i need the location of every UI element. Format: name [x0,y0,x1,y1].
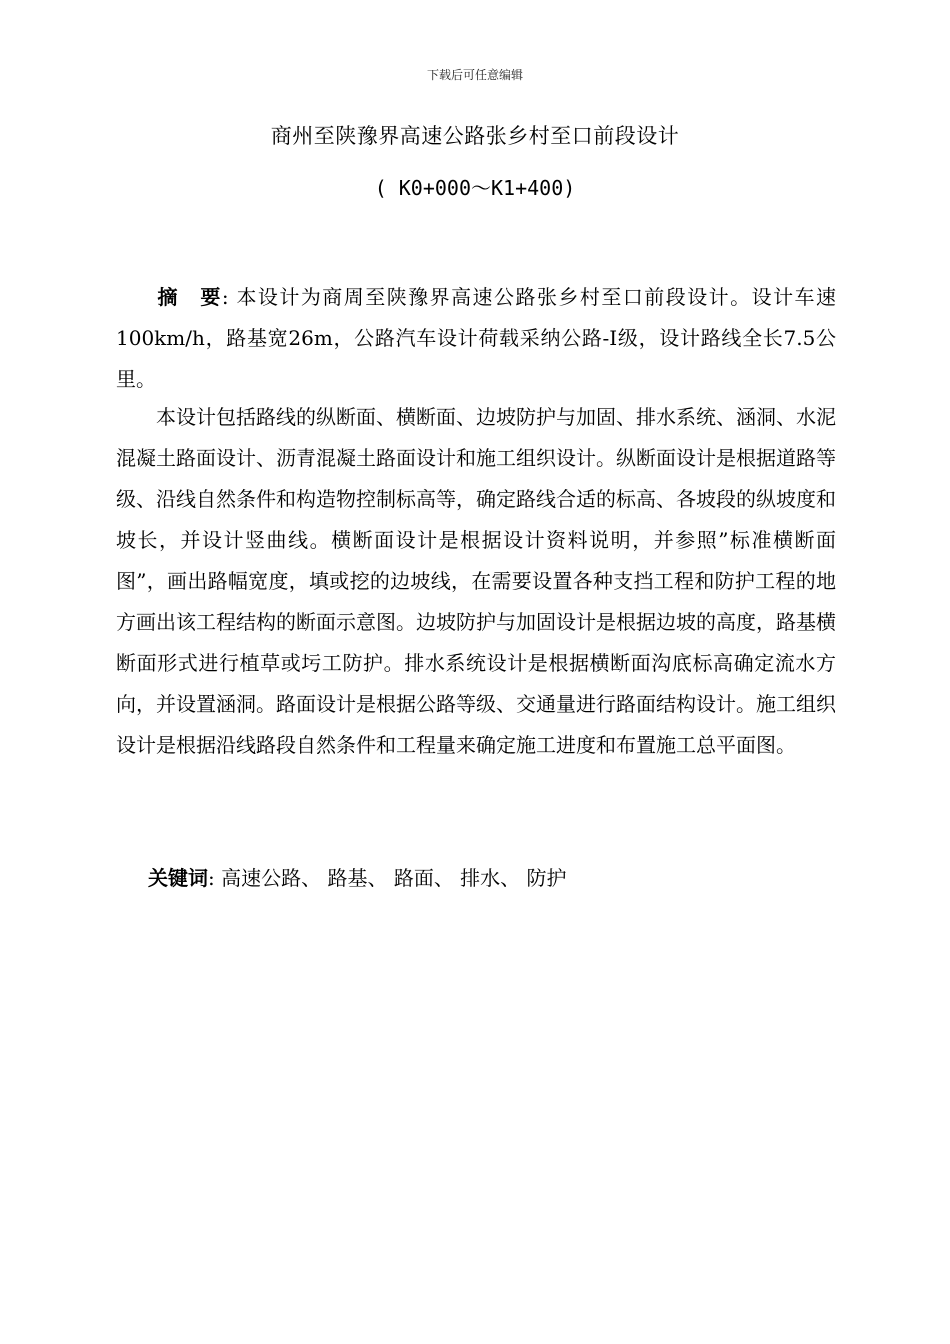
keywords-label: 关键词 [148,866,208,890]
keywords-line [116,858,836,899]
keywords-text: 高速公路、 路基、 路面、 排水、 防护 [221,866,567,890]
abstract-separator: : [221,285,237,309]
document-title: 商州至陕豫界高速公路张乡村至口前段设计 [270,124,680,148]
design-content-text: 本设计包括路线的纵断面、横断面、边坡防护与加固、排水系统、涵洞、水泥混凝土路面设计、沥青混凝土路面设计和施工组织设计。纵断面设计是根据道路等级、沿线自然条件和构造物控制标高等，确定路线合适的标高、各坡段的纵坡度和坡长，并设计竖曲线。横断面设计是根据设计资料说明，并参照”标准横断面图”，画出路幅宽度，填或挖的边坡线，在需要设置各种支挡工程和防护工程的地方画出该工程结构的断面示意图。边坡防护与加固设计是根据边坡的高度，路基横断面形式进行植草或圬工防护。排水系统设计是根据横断面沟底标高确定流水方向，并设置涵洞。路面设计是根据公路等级、交通量进行路面结构设计。施工组织设计是根据沿线路段自然条件和工程量来确定施工进度和布置施工总平面图。 [116,405,836,757]
header-note: 下载后可任意编辑 [426,68,523,82]
design-content-paragraph [116,397,836,766]
keywords-separator: : [208,866,222,890]
abstract-label: 摘 要 [156,285,222,309]
document-subtitle: ( K0+000～K1+400) [374,176,576,200]
abstract-paragraph [116,277,836,400]
abstract-text: 本设计为商周至陕豫界高速公路张乡村至口前段设计。设计车速100km/h，路基宽26m，公路汽车设计荷载采纳公路-I级，设计路线全长7.5公里。 [116,285,837,391]
